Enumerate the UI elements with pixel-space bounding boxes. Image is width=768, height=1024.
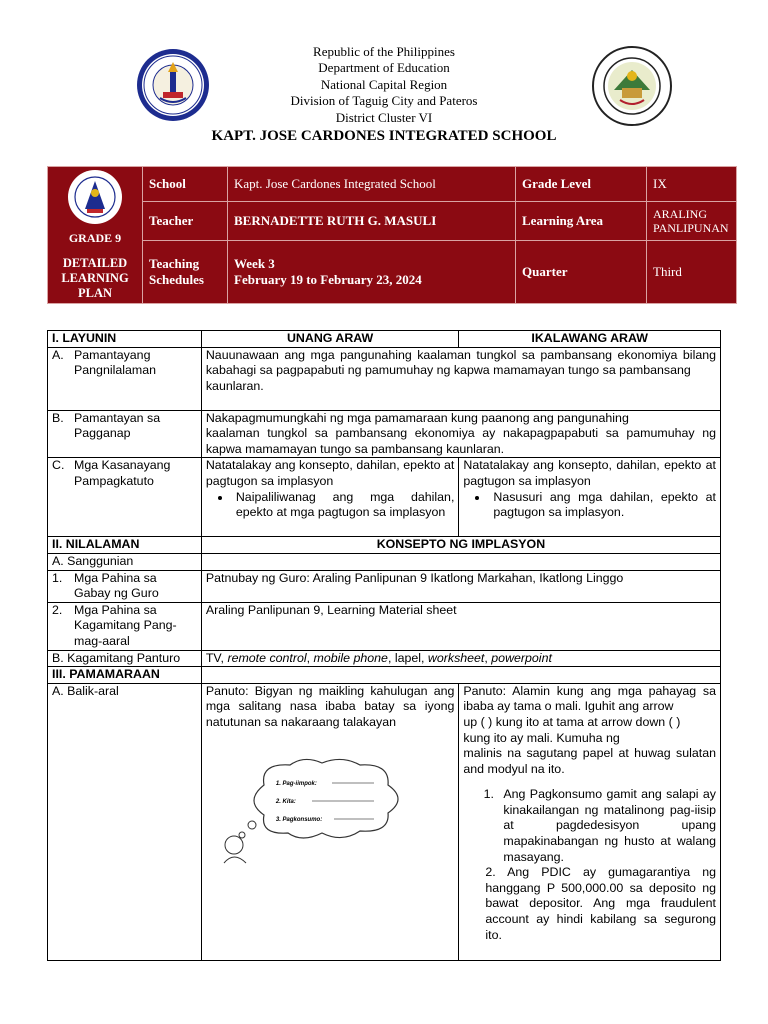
bullet-item: • Naipaliliwanag ang mga dahilan, epekto at mga pagtugon sa implasyon [232, 490, 455, 521]
label-line: Mga Pahina sa [74, 570, 157, 585]
row-label-a [48, 347, 202, 410]
thought-cloud-illustration [206, 731, 455, 851]
panuto-line: kung ito ay mali. Kumuha ng [463, 730, 620, 745]
label-line: Pamantayan sa [74, 410, 161, 425]
pamantayan-pagganap-text [201, 410, 720, 458]
text-part: powerpoint [491, 650, 552, 665]
ts-line-2: Schedules [149, 271, 204, 287]
text-part: TV, [205, 650, 228, 665]
header-line-region: National Capital Region [320, 76, 448, 92]
cloud-item: 1. Pag-iimpok: [275, 780, 317, 787]
label-line: Pamantayang [74, 347, 151, 362]
grade-logo-cell [48, 167, 143, 304]
schedule-value [228, 240, 516, 303]
balik-aral-day1 [201, 683, 459, 960]
text-part: worksheet [427, 650, 485, 665]
quarter-value: Third [647, 240, 737, 303]
school-label: School [143, 167, 228, 202]
header-line-district: District Cluster VI [335, 109, 433, 125]
row-label-c [48, 458, 202, 537]
label-num: 1. [52, 570, 63, 585]
dates-value: February 19 to February 23, 2024 [234, 271, 422, 287]
dlp-line-2: LEARNING [61, 271, 129, 285]
sanggunian-label: A. Sanggunian [48, 553, 202, 570]
cloud-item: 3. Pagkonsumo: [275, 816, 323, 823]
label-line: Pangnilalaman [74, 363, 156, 378]
row-label-b [48, 410, 202, 458]
plan-info-table [47, 166, 737, 304]
division-seal-icon [592, 46, 672, 126]
text-part: , lapel, [387, 650, 428, 665]
gabay-guro-text: Patnubay ng Guro: Araling Panlipunan 9 Ikatlong Markahan, Ikatlong Linggo [201, 570, 720, 602]
week-value: Week 3 [234, 255, 275, 271]
teacher-value: BERNADETTE RUTH G. MASULI [228, 201, 516, 240]
learning-area-line-1: ARALING [653, 206, 707, 221]
dlp-line-3: PLAN [77, 286, 113, 300]
label-line: Kagamitang Pang- [74, 618, 177, 633]
row-label-s1 [48, 570, 202, 602]
label-num: A. [52, 347, 64, 362]
text-part: , [306, 650, 314, 665]
label-line: Mga Kasanayang [74, 458, 171, 473]
kagamitang-panturo-label: B. Kagamitang Panturo [48, 650, 202, 667]
sanggunian-empty [201, 553, 720, 570]
learning-area-line-2: PANLIPUNAN [653, 220, 729, 235]
text-line: Nauunawaan ang mga pangunahing kaalaman tungkol sa pambansang ekonomiya bilang kabahagi sa pagpapabuti ng pamumuhay ng kapwa mamamayan tungo sa pambansang [205, 347, 716, 378]
dlp-line-1: DETAILED [62, 256, 128, 270]
grade-label: GRADE 9 [68, 231, 122, 245]
learning-area-label: Learning Area [516, 201, 647, 240]
lesson-table [47, 330, 721, 961]
text-line: Natatalakay ang konsepto, dahilan, epekto at pagtugon sa implasyon [463, 458, 716, 488]
text-part: , [484, 650, 492, 665]
label-num: 2. [52, 602, 63, 617]
text-line: Nakapagmumungkahi ng mga pamamaraan kung paanong ang pangunahing [205, 410, 629, 425]
cloud-item: 2. Kita: [275, 798, 296, 805]
dlp-label [54, 256, 136, 301]
text-line: Natatalakay ang konsepto, dahilan, epekto at pagtugon sa implasyon [205, 458, 455, 488]
quarter-label: Quarter [516, 240, 647, 303]
bullet-item: • Nasusuri ang mga dahilan, epekto at pagtugon sa implasyon. [489, 490, 716, 521]
pamantayang-pangnilalaman-text [201, 347, 720, 410]
quiz-item: 2. Ang PDIC ay gumagarantiya ng hanggang P 500,000.00 sa deposito ng bawat depositor. Ang mga fraudulent account ay hindi kabilang sa segurong ito. [485, 865, 716, 942]
section-pamamaraan: III. PAMAMARAAN [48, 667, 202, 684]
kagamitang-panturo-text [201, 650, 720, 667]
cloud-items [276, 775, 322, 829]
konsepto-title: KONSEPTO NG IMPLASYON [201, 537, 720, 554]
pamamaraan-empty [201, 667, 720, 684]
teacher-label: Teacher [143, 201, 228, 240]
col-unang-araw: UNANG ARAW [201, 331, 459, 348]
panuto-line: Panuto: Alamin kung ang mga pahayag sa ibaba ay tama o mali. Iguhit ang arrow [463, 683, 716, 714]
label-line: Pampagkatuto [74, 473, 154, 488]
kagamitang-mag-aaral-text: Araling Panlipunan 9, Learning Material sheet [201, 602, 720, 650]
section-layunin: I. LAYUNIN [48, 331, 202, 348]
panuto-line: up ( ) kung ito at tama at arrow down ( ) [463, 714, 681, 729]
school-value: Kapt. Jose Cardones Integrated School [228, 167, 516, 202]
kasanayan-day2 [459, 458, 721, 537]
label-num: B. [52, 410, 64, 425]
text-part: remote control [227, 650, 307, 665]
school-seal-icon [136, 48, 210, 122]
header-line-republic: Republic of the Philippines [313, 44, 455, 59]
quiz-item: 1. Ang Pagkonsumo gamit ang salapi ay kinakailangan ng matalinong pag-iisip at pagdedesisyon upang mapakinabangan ng husto at walang masayang. [497, 787, 716, 865]
label-line: Mga Pahina sa [74, 602, 157, 617]
header-line-deped: Department of Education [318, 60, 450, 76]
row-label-s2 [48, 602, 202, 650]
ts-line-1: Teaching [149, 255, 200, 271]
balik-aral-label: A. Balik-aral [48, 683, 202, 960]
deped-logo-icon [67, 169, 123, 225]
kasanayan-day1 [201, 458, 459, 537]
school-title: KAPT. JOSE CARDONES INTEGRATED SCHOOL [211, 128, 557, 144]
panuto-text: Panuto: Bigyan ng maikling kahulugan ang mga salitang nasa ibaba batay sa iyong natutunan sa nakaraang talakayan [205, 683, 455, 729]
grade-level-label: Grade Level [516, 167, 647, 202]
label-line: mag-aaral [74, 633, 130, 648]
teaching-schedules-label [143, 240, 228, 303]
label-line: Gabay ng Guro [74, 586, 159, 601]
panuto-line: malinis na sagutang papel at huwag sulatan and modyul na ito. [463, 746, 716, 776]
grade-level-value: IX [647, 167, 737, 202]
label-line: Pagganap [74, 426, 131, 441]
col-ikalawang-araw: IKALAWANG ARAW [459, 331, 721, 348]
header-line-division: Division of Taguig City and Pateros [290, 93, 478, 109]
section-nilalaman: II. NILALAMAN [48, 537, 202, 554]
text-line: kaunlaran. [205, 378, 264, 393]
text-part: mobile phone [313, 650, 388, 665]
text-line: kaalaman tungkol sa pambansang ekonomiya ay nakapagpapabuti sa pamumuhay ng kapwa mamamayan tungo sa pambansang kaunlaran. [205, 426, 716, 456]
learning-area-value [647, 201, 737, 240]
balik-aral-day2 [459, 683, 721, 960]
label-num: C. [52, 458, 65, 473]
